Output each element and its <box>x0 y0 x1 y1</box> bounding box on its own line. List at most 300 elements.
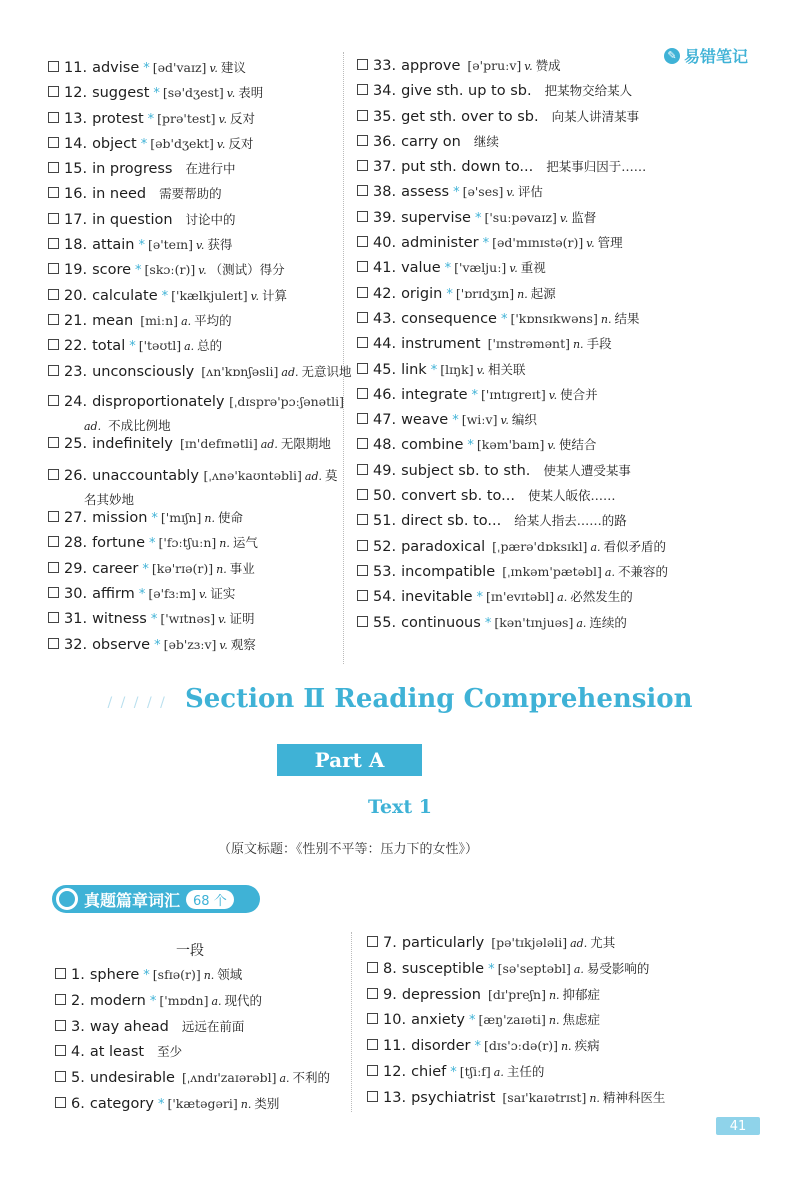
vocab-column-left <box>48 58 352 660</box>
item-phonetic: [pə'tɪkjələli] <box>491 935 568 950</box>
checkbox[interactable] <box>367 936 378 947</box>
item-phonetic: [sfɪə(r)] <box>152 967 201 982</box>
vocab-item <box>55 1017 330 1043</box>
item-phonetic: ['suːpəvaɪz] <box>484 209 557 225</box>
checkbox[interactable] <box>48 86 59 97</box>
checkbox[interactable] <box>357 337 368 348</box>
vocab-item <box>367 1010 665 1036</box>
checkbox[interactable] <box>357 464 368 475</box>
item-number: 38. <box>373 184 397 201</box>
item-meaning: 建议 <box>220 60 246 75</box>
item-phonetic: [sə'septəbl] <box>497 960 571 976</box>
item-meaning: 给某人指去……的路 <box>514 513 627 529</box>
star-icon: * <box>476 590 484 606</box>
item-number: 30. <box>64 586 88 603</box>
item-pos: v. <box>196 239 205 253</box>
checkbox[interactable] <box>55 1097 66 1108</box>
item-number: 54. <box>373 589 397 606</box>
checkbox[interactable] <box>357 565 368 576</box>
vocab-item <box>48 609 352 634</box>
brand-logo <box>664 44 748 67</box>
item-phonetic: [dɪ'preʃn] <box>487 986 546 1002</box>
item-word: modern <box>89 992 146 1009</box>
item-word: advise <box>92 60 140 76</box>
checkbox[interactable] <box>367 1065 378 1076</box>
item-number: 47. <box>373 412 397 429</box>
item-pos: n. <box>216 562 227 576</box>
checkbox[interactable] <box>357 413 368 424</box>
item-word: weave <box>401 412 449 429</box>
item-pos: a. <box>590 540 601 554</box>
item-meaning: 反对 <box>229 110 255 126</box>
checkbox[interactable] <box>367 1091 378 1102</box>
item-meaning: 莫 <box>325 468 338 484</box>
item-number: 25. <box>64 435 88 452</box>
item-meaning: 编织 <box>511 412 537 428</box>
checkbox[interactable] <box>48 137 59 148</box>
item-number: 12. <box>383 1063 407 1080</box>
checkbox[interactable] <box>367 988 378 999</box>
item-pos: v. <box>524 60 533 73</box>
item-word: observe <box>92 636 151 653</box>
checkbox[interactable] <box>48 61 59 72</box>
item-word: value <box>401 260 441 277</box>
item-pos: n. <box>240 1097 252 1111</box>
checkbox[interactable] <box>357 135 368 146</box>
item-meaning: 易受影响的 <box>586 960 650 976</box>
vocab-item <box>48 260 352 285</box>
item-word: witness <box>92 611 147 628</box>
item-meaning: 疾病 <box>574 1038 600 1054</box>
checkbox[interactable] <box>55 968 66 979</box>
item-meaning: 使某人遭受某事 <box>543 462 631 478</box>
item-pos: a. <box>573 962 584 976</box>
checkbox[interactable] <box>48 395 59 406</box>
item-meaning: 领域 <box>217 967 243 982</box>
item-phonetic: [ˌʌnə'kaʊntəbli] <box>203 468 302 484</box>
checkbox[interactable] <box>48 162 59 173</box>
vocab-item <box>357 132 668 157</box>
star-icon: * <box>484 615 492 631</box>
checkbox[interactable] <box>48 511 59 522</box>
item-pos: ad. <box>260 437 278 451</box>
checkbox[interactable] <box>357 616 368 627</box>
item-meaning: 不利的 <box>292 1070 331 1086</box>
item-word: chief <box>411 1063 447 1080</box>
checkbox[interactable] <box>357 540 368 551</box>
item-pos: n. <box>219 537 230 551</box>
item-pos: v. <box>506 186 515 200</box>
item-word: particularly <box>401 935 485 951</box>
vocab-item <box>357 435 668 460</box>
checkbox[interactable] <box>55 1071 66 1082</box>
item-meaning: 运气 <box>232 535 258 551</box>
checkbox[interactable] <box>367 1013 378 1024</box>
checkbox[interactable] <box>357 312 368 323</box>
item-pos: v. <box>476 363 485 377</box>
item-number: 15. <box>64 161 88 178</box>
vocab-item <box>357 410 668 435</box>
item-meaning: 评估 <box>517 184 543 200</box>
checkbox[interactable] <box>48 587 59 598</box>
item-meaning: 向某人讲清某事 <box>551 108 640 124</box>
checkbox[interactable] <box>48 365 59 376</box>
item-meaning: 赞成 <box>535 58 561 73</box>
star-icon: * <box>450 1064 457 1080</box>
item-number: 18. <box>64 237 88 254</box>
item-meaning: 相关联 <box>488 361 526 377</box>
item-meaning: 手段 <box>586 336 612 352</box>
vocab-item <box>48 286 352 311</box>
checkbox[interactable] <box>48 562 59 573</box>
item-number: 12. <box>64 85 88 102</box>
item-phonetic: [kən'tɪnjuəs] <box>494 614 574 630</box>
item-word: score <box>92 262 132 279</box>
item-pos: v. <box>509 262 518 276</box>
item-number: 51. <box>373 513 397 530</box>
item-number: 11. <box>64 60 88 76</box>
item-meaning: 在进行中 <box>185 161 236 177</box>
item-phonetic: [əd'vaɪz] <box>152 60 207 75</box>
item-word: at least <box>89 1044 145 1061</box>
star-icon: * <box>161 288 169 304</box>
star-icon: * <box>138 238 145 254</box>
item-meaning: 现代的 <box>224 992 263 1008</box>
item-number: 11. <box>383 1038 407 1055</box>
star-icon: * <box>138 587 146 603</box>
item-pos: n. <box>600 312 612 326</box>
checkbox[interactable] <box>48 469 59 480</box>
item-meaning: 总的 <box>197 338 223 354</box>
item-meaning: 结果 <box>614 310 640 326</box>
item-number: 21. <box>64 312 88 329</box>
vocab-item <box>48 210 352 235</box>
item-number: 13. <box>383 1089 407 1106</box>
item-meaning: 起源 <box>530 285 556 301</box>
item-phonetic: [æŋ'zaɪəti] <box>478 1012 546 1028</box>
item-phonetic: ['təʊtl] <box>138 338 182 354</box>
item-pos: n. <box>517 287 528 301</box>
item-pos: n. <box>560 1040 572 1054</box>
star-icon: * <box>140 136 148 152</box>
item-phonetic: ['ɪntɪgreɪt] <box>481 386 546 402</box>
item-number: 28. <box>64 535 88 552</box>
vocab-item <box>55 1042 330 1068</box>
item-number: 39. <box>373 209 397 226</box>
item-number: 3. <box>71 1018 85 1035</box>
vocab-item <box>48 434 352 459</box>
vocab-item <box>357 486 668 511</box>
item-word: approve <box>401 58 461 74</box>
checkbox[interactable] <box>48 112 59 123</box>
item-number: 8. <box>383 960 397 977</box>
item-phonetic: ['væljuː] <box>454 260 507 276</box>
item-word: get sth. over to sb. <box>401 108 539 125</box>
checkbox[interactable] <box>48 314 59 325</box>
checkbox[interactable] <box>48 213 59 224</box>
item-pos: n. <box>572 338 584 352</box>
star-icon: * <box>500 311 508 327</box>
item-number: 49. <box>373 462 397 479</box>
item-word: depression <box>401 986 481 1003</box>
star-icon: * <box>482 236 490 252</box>
item-number: 40. <box>373 235 397 252</box>
item-word: anxiety <box>411 1012 465 1029</box>
checkbox[interactable] <box>357 590 368 601</box>
checkbox[interactable] <box>55 994 66 1005</box>
checkbox[interactable] <box>357 287 368 298</box>
checkbox[interactable] <box>55 1045 66 1056</box>
vocab-item <box>55 1068 330 1094</box>
vocab-item <box>48 184 352 209</box>
item-number: 43. <box>373 310 397 327</box>
item-word: continuous <box>401 614 481 631</box>
vocab-item <box>357 334 668 359</box>
item-number: 52. <box>373 538 397 555</box>
item-word: inevitable <box>401 589 473 606</box>
vocab2-column-left <box>55 965 330 1120</box>
item-word: subject sb. to sth. <box>401 462 531 479</box>
item-meaning: 把某物交给某人 <box>544 83 633 99</box>
star-icon: * <box>142 561 149 577</box>
vocab-item <box>367 933 665 959</box>
vocab-item <box>48 159 352 184</box>
vocab-item <box>357 511 668 536</box>
checkbox[interactable] <box>48 289 59 300</box>
item-word: total <box>92 338 126 355</box>
item-meaning: 表明 <box>238 85 264 101</box>
item-number: 7. <box>383 935 397 951</box>
item-number: 44. <box>373 336 397 353</box>
item-number: 45. <box>373 361 397 378</box>
vocab-item <box>357 182 668 207</box>
checkbox[interactable] <box>357 185 368 196</box>
item-phonetic: ['kætəgəri] <box>167 1095 238 1111</box>
item-meaning: 事业 <box>229 560 255 576</box>
item-phonetic: [skɔː(r)] <box>144 262 196 278</box>
checkbox[interactable] <box>357 261 368 272</box>
paragraph-label: 一段 <box>176 943 204 959</box>
checkbox[interactable] <box>55 1020 66 1031</box>
item-pos: v. <box>586 237 595 251</box>
vocab-item-wrapped <box>48 466 352 508</box>
vocab-item <box>367 1088 665 1114</box>
item-pos: v. <box>548 388 558 402</box>
vocab-item <box>48 311 352 336</box>
item-pos: v. <box>559 211 569 225</box>
checkbox[interactable] <box>357 489 368 500</box>
checkbox[interactable] <box>48 339 59 350</box>
vocab-item <box>48 336 352 361</box>
star-icon: * <box>143 61 150 76</box>
star-icon: * <box>149 993 157 1009</box>
item-number: 36. <box>373 133 397 150</box>
item-pos: v. <box>250 289 259 303</box>
checkbox[interactable] <box>357 514 368 525</box>
checkbox[interactable] <box>357 84 368 95</box>
item-pos: a. <box>211 994 222 1008</box>
vocab-item <box>357 284 668 309</box>
item-pos: v. <box>218 112 227 126</box>
brand-label: 易错笔记 <box>684 47 749 66</box>
item-pos: a. <box>604 565 615 579</box>
item-meaning: 使某人皈依…… <box>527 488 616 504</box>
checkbox[interactable] <box>48 187 59 198</box>
item-number: 37. <box>373 159 397 176</box>
item-meaning: 把某事归因于…… <box>546 159 647 175</box>
item-pos: a. <box>181 314 192 328</box>
item-number: 42. <box>373 285 397 302</box>
checkbox[interactable] <box>367 1039 378 1050</box>
item-word: mission <box>92 510 148 527</box>
item-phonetic: [ˌpærə'dɒksɪkl] <box>492 538 588 554</box>
item-meaning: 监督 <box>571 209 597 225</box>
vocab2-column-right <box>367 933 665 1114</box>
item-phonetic: [əb'dʒekt] <box>150 135 214 151</box>
item-word: sphere <box>89 967 140 983</box>
item-word: consequence <box>401 310 497 327</box>
item-meaning: 计算 <box>261 287 287 303</box>
checkbox[interactable] <box>357 438 368 449</box>
checkbox[interactable] <box>357 363 368 374</box>
vocab-item <box>357 107 668 132</box>
star-icon: * <box>453 185 460 201</box>
star-icon: * <box>452 413 459 429</box>
item-word: undesirable <box>89 1070 175 1087</box>
checkbox[interactable] <box>357 59 368 70</box>
item-pos: n. <box>204 512 216 526</box>
vocab-item <box>357 461 668 486</box>
item-phonetic: [kəm'baɪn] <box>476 437 545 453</box>
item-meaning: 使结合 <box>558 437 597 453</box>
item-meaning-cont: 名其妙地 <box>84 492 135 508</box>
item-phonetic: [kə'rɪə(r)] <box>151 560 214 576</box>
checkbox[interactable] <box>48 612 59 623</box>
item-meaning: 看似矛盾的 <box>603 538 667 554</box>
star-icon: * <box>467 438 474 454</box>
item-word: calculate <box>92 287 158 304</box>
item-pos: ad. <box>281 365 299 379</box>
checkbox[interactable] <box>48 437 59 448</box>
original-title: （原文标题：《性别不平等：压力下的女性》） <box>217 842 478 857</box>
item-number: 13. <box>64 110 88 127</box>
item-number: 20. <box>64 287 88 304</box>
item-meaning: 必然发生的 <box>570 589 633 605</box>
item-meaning: 平均的 <box>194 312 232 328</box>
item-phonetic: [sə'dʒest] <box>162 85 224 101</box>
item-phonetic: [ə'fɜːm] <box>148 586 196 602</box>
item-word: in progress <box>92 161 173 178</box>
checkbox[interactable] <box>48 263 59 274</box>
item-word: career <box>92 560 139 577</box>
item-meaning: 至少 <box>157 1044 183 1060</box>
checkbox[interactable] <box>48 536 59 547</box>
vocab-item <box>357 385 668 410</box>
item-phonetic: [ˌdɪsprə'pɔːʃənətli] <box>229 393 344 409</box>
item-word: disproportionately <box>92 393 225 410</box>
item-number: 22. <box>64 338 88 355</box>
item-word: unconsciously <box>92 363 195 380</box>
vocab-item <box>48 635 352 660</box>
item-number: 46. <box>373 386 397 403</box>
item-word: attain <box>92 237 135 254</box>
checkbox[interactable] <box>357 110 368 121</box>
star-icon: * <box>135 263 142 279</box>
vocab-item <box>357 233 668 258</box>
badge-count: 68 个 <box>186 890 234 909</box>
badge-label: 真题篇章词汇 <box>84 890 181 910</box>
item-phonetic: [ə'teɪn] <box>147 237 193 253</box>
item-phonetic: [lɪŋk] <box>440 361 474 377</box>
checkbox[interactable] <box>357 160 368 171</box>
item-number: 14. <box>64 135 88 152</box>
item-number: 10. <box>383 1012 407 1029</box>
star-icon: * <box>151 511 158 527</box>
item-meaning: 精神科医生 <box>602 1089 666 1105</box>
item-phonetic: [ɪn'evɪtəbl] <box>486 589 555 605</box>
item-phonetic: [ə'ses] <box>462 184 504 200</box>
item-pos: v. <box>500 414 509 428</box>
item-word: paradoxical <box>401 538 486 555</box>
part-label: Part A <box>277 744 422 776</box>
item-number: 29. <box>64 560 88 577</box>
item-number: 48. <box>373 437 397 454</box>
item-meaning: 不兼容的 <box>617 563 668 579</box>
checkbox[interactable] <box>367 962 378 973</box>
vocab-item <box>357 56 668 81</box>
checkbox[interactable] <box>48 238 59 249</box>
item-number: 27. <box>64 510 88 527</box>
vocab-item <box>48 83 352 108</box>
checkbox[interactable] <box>48 638 59 649</box>
item-phonetic: ['mɪʃn] <box>160 510 202 526</box>
item-pos: v. <box>219 638 228 652</box>
checkbox[interactable] <box>357 388 368 399</box>
item-word: unaccountably <box>92 468 199 485</box>
item-meaning: 重视 <box>520 260 546 276</box>
item-word: put sth. down to... <box>401 159 534 176</box>
checkbox[interactable] <box>357 236 368 247</box>
vocab-item <box>55 1094 330 1120</box>
item-word: disorder <box>411 1038 471 1055</box>
item-pos: v. <box>218 613 227 627</box>
vocab-item <box>367 1036 665 1062</box>
item-word: way ahead <box>89 1018 169 1035</box>
star-icon: * <box>157 1096 165 1112</box>
star-icon: * <box>471 387 479 403</box>
item-number: 50. <box>373 488 397 505</box>
item-number: 24. <box>64 393 88 410</box>
item-meaning: 主任的 <box>506 1063 545 1079</box>
item-phonetic: [saɪ'kaɪətrɪst] <box>502 1089 587 1105</box>
item-pos: a. <box>279 1072 290 1086</box>
item-word: origin <box>401 285 443 302</box>
checkbox[interactable] <box>357 211 368 222</box>
item-pos: a. <box>576 616 587 630</box>
star-icon: * <box>153 86 160 102</box>
item-phonetic: [ˌɪnkəm'pætəbl] <box>502 563 602 579</box>
star-icon: * <box>150 612 158 628</box>
vocab-item <box>357 309 668 334</box>
item-number: 41. <box>373 260 397 277</box>
item-word: supervise <box>401 209 471 226</box>
item-word: direct sb. to... <box>401 513 502 530</box>
vocab-item <box>357 537 668 562</box>
vocab-item <box>357 613 668 638</box>
item-pos: v. <box>216 137 226 151</box>
item-number: 26. <box>64 468 88 485</box>
column-divider <box>351 932 352 1112</box>
